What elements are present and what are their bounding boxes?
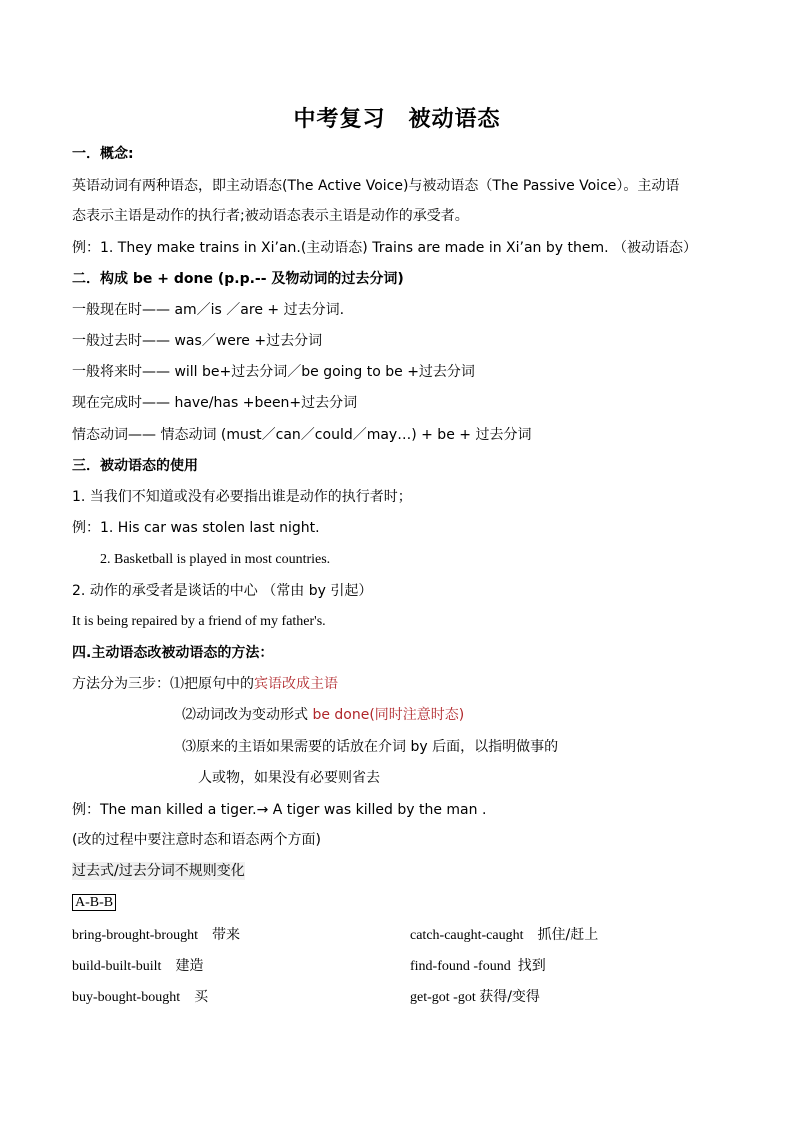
usage-point1: 1. 当我们不知道或没有必要指出谁是动作的执行者时； [72, 489, 412, 505]
method-step3-line1: ⑶原来的主语如果需要的话放在介词 by 后面，以指明做事的 [182, 739, 559, 755]
structure-item: 一般将来时—— will be+过去分词／be going to be +过去分词 [72, 364, 475, 380]
structure-item: 一般过去时—— was／were +过去分词 [72, 333, 323, 349]
method-note: (改的过程中要注意时态和语态两个方面) [72, 832, 321, 848]
verb-meaning: 获得/变得 [479, 989, 540, 1005]
usage-example3: It is being repaired by a friend of my father's. [72, 614, 326, 629]
section2-heading: 二．构成 be + done (p.p.-- 及物动词的过去分词) [72, 271, 404, 287]
concept-paragraph-line1: 英语动词有两种语态，即主动语态(The Active Voice)与被动语态（The Passive Voice）。主动语 [72, 178, 680, 194]
structure-item: 现在完成时—— have/has +been+过去分词 [72, 395, 358, 411]
method-step2-text: ⑵动词改为变动形式 [182, 707, 313, 723]
concept-paragraph-line2: 态表示主语是动作的执行者;被动语态表示主语是动作的承受者。 [72, 208, 469, 224]
verb-forms: build-built-built [72, 959, 162, 974]
pattern-label: A-B-B [72, 894, 116, 911]
verb-entry [410, 956, 546, 977]
concept-example: 例：1. They make trains in Xi’an.(主动语态) Trains are made in Xi’an by them. （被动语态） [72, 240, 697, 256]
method-example: 例：The man killed a tiger.→ A tiger was killed by the man . [72, 802, 487, 818]
structure-item: 情态动词—— 情态动词 (must／can／could／may…) + be + 过去分词 [72, 427, 532, 443]
section3-heading: 三．被动语态的使用 [72, 458, 198, 474]
method-step1-highlight: 宾语改成主语 [254, 676, 338, 692]
usage-point2: 2. 动作的承受者是谈话的中心 （常由 by 引起） [72, 583, 373, 599]
verb-entry [72, 956, 203, 977]
verb-forms: get-got -got [410, 990, 476, 1005]
verb-meaning: 带来 [211, 927, 240, 943]
verb-entry [72, 987, 208, 1008]
section1-heading: 一．概念: [72, 146, 134, 162]
verb-meaning: 找到 [517, 958, 546, 974]
verb-entry [410, 925, 598, 946]
method-step3-line2: 人或物，如果没有必要则省去 [198, 770, 380, 786]
verb-entry [410, 987, 540, 1008]
verb-entry [72, 925, 240, 946]
verb-forms: bring-brought-brought [72, 928, 198, 943]
verb-meaning: 买 [194, 989, 209, 1005]
verb-forms: buy-bought-bought [72, 990, 181, 1005]
page-title: 中考复习 被动语态 [293, 106, 501, 132]
method-step1 [72, 674, 338, 694]
pattern-label-wrap [72, 893, 116, 913]
structure-item: 一般现在时—— am／is ／are + 过去分词. [72, 302, 345, 318]
irregular-heading: 过去式/过去分词不规则变化 [72, 863, 245, 879]
verb-forms: find-found -found [410, 959, 511, 974]
verb-forms: catch-caught-caught [410, 928, 524, 943]
verb-meaning: 建造 [175, 958, 204, 974]
usage-example1: 例：1. His car was stolen last night. [72, 520, 320, 536]
usage-example2: 2. Basketball is played in most countries. [100, 552, 331, 567]
verb-meaning: 抓住/赶上 [537, 927, 599, 943]
section4-heading: 四.主动语态改被动语态的方法： [72, 645, 274, 661]
method-step1-text: 方法分为三步：⑴把原句中的 [72, 676, 254, 692]
method-step2-highlight: be done(同时注意时态) [312, 707, 465, 723]
method-step2 [182, 705, 464, 725]
irregular-heading-wrap [72, 861, 245, 881]
